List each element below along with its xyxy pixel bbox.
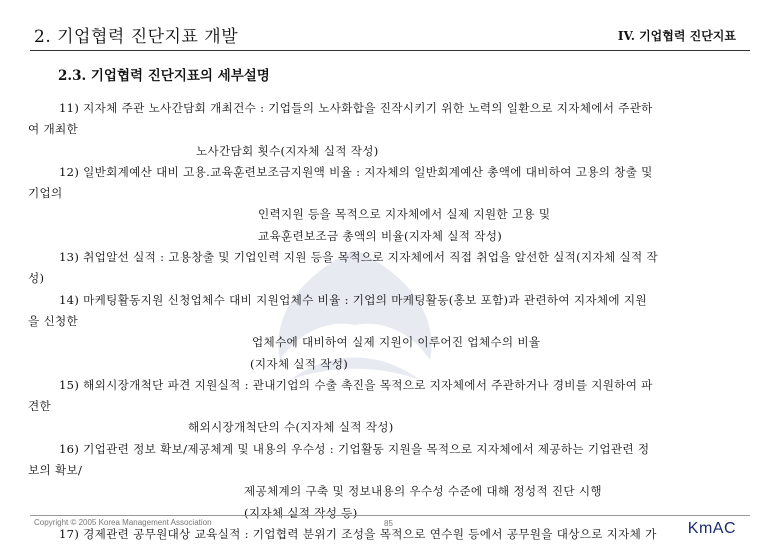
header-divider (30, 50, 750, 51)
chapter-label: IV. 기업협력 진단지표 (617, 29, 736, 43)
item-14-line-2: 을 신청한 (28, 313, 78, 328)
item-16-detail-2: (지자체 실적 작성 등) (244, 505, 358, 520)
item-12-detail-1: 인력지원 등을 목적으로 지자체에서 실제 지원한 고용 및 (258, 207, 551, 222)
kmac-logo: KmAC (687, 520, 736, 537)
item-14-line-1: 14) 마케팅활동지원 신청업체수 대비 지원업체수 비율 : 기업의 마케팅활동(홍보 포함)과 관련하여 지자체에 지원 (59, 292, 647, 307)
item-15-detail-1: 해외시장개척단의 수(지자체 실적 작성) (188, 420, 394, 435)
item-11-line-1: 11) 지자체 주관 노사간담회 개최건수 : 기업들의 노사화합을 진작시키기 위한 노력의 일환으로 지자체에서 주관하 (59, 101, 653, 115)
item-12-line-1: 12) 일반회계예산 대비 고용.교육훈련보조금지원액 비율 : 지자체의 일반회계예산 총액에 대비하여 고용의 창출 및 (59, 164, 653, 179)
item-15-line-2: 견한 (28, 399, 51, 414)
item-17-line-1: 17) 경제관련 공무원대상 교육실적 : 기업협력 분위기 조성을 목적으로 연수원 등에서 공무원을 대상으로 지자체 가 (59, 526, 657, 541)
item-11-line-2: 여 개최한 (28, 122, 78, 137)
item-13-line-2: 성) (28, 271, 45, 286)
footer-divider (30, 515, 750, 516)
item-13-line-1: 13) 취업알선 실적 : 고용창출 및 기업인력 지원 등을 목적으로 지자체에서 직접 취업을 알선한 실적(지자체 실적 작 (59, 250, 658, 265)
page-number: 85 (384, 519, 393, 528)
item-16-line-1: 16) 기업관련 정보 확보/제공체계 및 내용의 우수성 : 기업활동 지원을 목적으로 지자체에서 제공하는 기업관련 정 (59, 441, 650, 456)
item-16-line-2: 보의 확보/ (28, 463, 83, 478)
item-15-line-1: 15) 해외시장개척단 파견 지원실적 : 관내기업의 수출 촉진을 목적으로 지자체에서 주관하거나 경비를 지원하여 파 (59, 377, 653, 392)
item-14-detail-2: (지자체 실적 작성) (250, 356, 349, 371)
indicator-descriptions (28, 98, 764, 545)
item-11-detail-1: 노사간담회 횟수(지자체 실적 작성) (196, 143, 379, 158)
item-12-detail-2: 교육훈련보조금 총액의 비율(지자체 실적 작성) (258, 228, 503, 243)
item-14-detail-1: 업체수에 대비하여 실제 지원이 이루어진 업체수의 비율 (252, 335, 541, 350)
page-title: 2. 기업협력 진단지표 개발 (34, 27, 239, 47)
footer-copyright: Copyright © 2005 Korea Management Association (34, 518, 212, 527)
section-title: 2.3. 기업협력 진단지표의 세부설명 (58, 68, 270, 84)
item-16-detail-1: 제공체계의 구축 및 정보내용의 우수성 수준에 대해 정성적 진단 시행 (244, 484, 602, 499)
item-12-line-2: 기업의 (28, 186, 63, 201)
